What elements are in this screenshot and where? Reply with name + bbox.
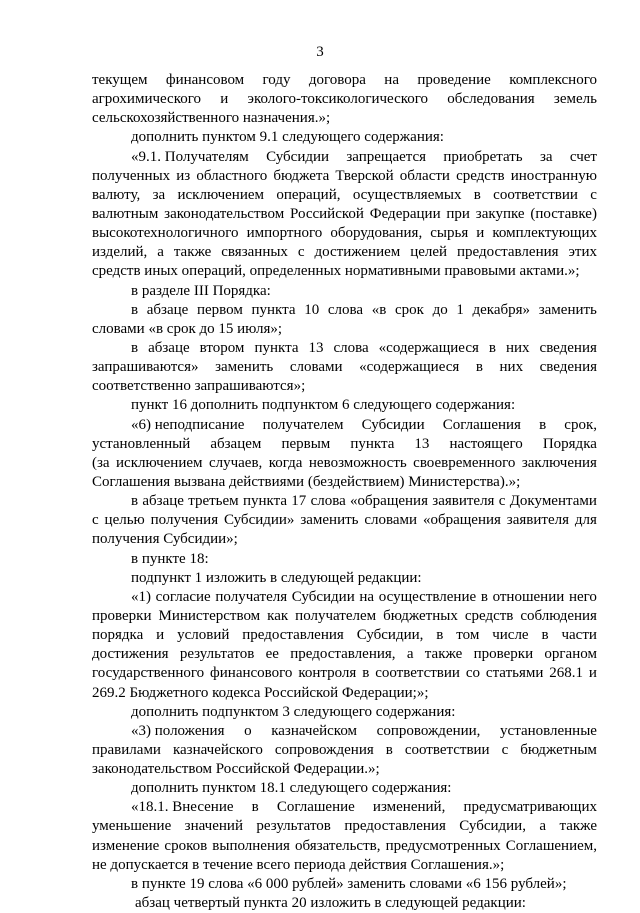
word: сопровождении,	[376, 722, 481, 739]
word: органом	[544, 646, 597, 663]
word: слова	[310, 493, 346, 510]
word: соответствии	[404, 741, 490, 758]
word: в пункте 18:	[131, 550, 209, 567]
word: словами	[289, 359, 343, 376]
word: словами	[364, 512, 418, 529]
text-line	[92, 435, 597, 454]
word: соответствии	[375, 665, 460, 682]
word: них	[499, 359, 524, 376]
word: получения Субсидии»;	[92, 531, 238, 548]
word: как	[267, 607, 289, 624]
word: в	[251, 799, 259, 816]
text-line	[92, 416, 597, 435]
paragraph	[92, 703, 597, 722]
word: получения	[150, 512, 219, 529]
word: 269.2 Бюджетного кодекса Российской Федерации;»;	[92, 684, 429, 701]
word: для	[574, 512, 597, 529]
word: абзацем	[210, 435, 262, 452]
word: Документами	[509, 493, 597, 510]
word: них	[505, 339, 530, 356]
word: в	[488, 339, 496, 356]
word: части	[561, 627, 597, 644]
word: закупке	[475, 205, 525, 222]
word: со	[465, 665, 481, 682]
text-line	[92, 339, 597, 358]
paragraph	[92, 396, 597, 415]
word: настоящего	[449, 435, 523, 452]
text-line	[92, 645, 597, 664]
paragraph	[92, 339, 597, 396]
text-line	[92, 684, 597, 703]
word: результатов	[256, 818, 331, 835]
word: первым	[281, 435, 331, 452]
word: случаев,	[208, 454, 263, 471]
text-line	[92, 626, 597, 645]
text-line	[92, 894, 597, 913]
word: получателя	[215, 588, 288, 605]
word: значений	[184, 818, 243, 835]
word: пункт 16 дополнить подпунктом 6 следующего содержания:	[131, 397, 516, 414]
word: (поставке)	[530, 205, 597, 222]
word: полученных	[92, 167, 171, 184]
paragraph	[92, 569, 597, 588]
word: оборудования,	[330, 225, 423, 242]
word: «3) положения	[131, 722, 225, 739]
word: финансовом	[165, 72, 245, 88]
text-line	[92, 396, 597, 415]
text-line	[92, 779, 597, 798]
text-line	[92, 167, 597, 186]
word: первом	[196, 301, 243, 318]
word: сведения	[539, 339, 597, 356]
word: срок,	[564, 416, 597, 433]
word: соответствии	[493, 186, 578, 203]
word: целью	[104, 512, 145, 529]
text-line	[92, 569, 597, 588]
word: выполнения	[212, 837, 290, 854]
word: контроля	[298, 665, 357, 682]
word: законодательством	[164, 205, 285, 222]
text-line	[92, 607, 597, 626]
word: также	[173, 244, 212, 261]
word: согласие	[155, 588, 211, 605]
word: валюту,	[92, 186, 141, 203]
word: Порядка	[542, 435, 597, 452]
word: получателем	[262, 416, 344, 433]
word: абзаце	[148, 339, 190, 356]
word: области	[399, 167, 450, 184]
word: Соглашения вызвана действиями (бездействием) Министерства).»;	[92, 473, 521, 490]
word: предоставления	[242, 627, 344, 644]
text-line	[92, 377, 597, 396]
word: казначейского	[172, 741, 263, 758]
word: бюджетным	[520, 741, 597, 758]
paragraph	[92, 894, 597, 913]
word: заменить	[538, 301, 597, 318]
word: Соглашение	[276, 799, 355, 816]
word: с	[501, 741, 509, 758]
text-line	[92, 511, 597, 530]
word: Министерством	[158, 607, 261, 624]
word: в	[541, 627, 549, 644]
word: предоставления,	[290, 646, 396, 663]
paragraph	[92, 550, 597, 569]
word: Федерации	[369, 205, 441, 222]
word: дополнить пунктом 9.1 следующего содержания:	[131, 129, 444, 146]
text-line	[92, 588, 597, 607]
word: высокотехнологичного	[92, 225, 239, 242]
word: году	[262, 72, 291, 88]
word: «9.1. Получателям	[131, 148, 249, 165]
word: дополнить пунктом 18.1 следующего содержания:	[131, 780, 452, 797]
word: также	[424, 646, 463, 663]
word: связанных	[221, 244, 288, 261]
word: а	[406, 646, 414, 663]
word: обязательств,	[295, 837, 381, 854]
word: порядка	[92, 627, 144, 644]
word: статьями	[485, 665, 544, 682]
word: иностранную	[510, 167, 597, 184]
word: средств	[464, 607, 514, 624]
text-line	[92, 109, 597, 128]
paragraph	[92, 875, 597, 894]
word: в	[385, 741, 393, 758]
paragraph	[92, 301, 597, 339]
text-line	[92, 71, 597, 90]
word: словами «в срок до 15 июля»;	[92, 320, 283, 337]
word: договора	[308, 72, 366, 88]
text-line	[92, 856, 597, 875]
word: подпункт 1 изложить в следующей редакции:	[131, 569, 422, 586]
word: невозможность	[308, 454, 407, 471]
word: с	[297, 244, 305, 261]
word: том	[456, 627, 480, 644]
text-line	[92, 703, 597, 722]
word: земель	[553, 91, 597, 108]
word: с	[590, 186, 597, 203]
word: казначейском	[271, 722, 358, 739]
word: изделий,	[92, 244, 148, 261]
word: предоставления	[457, 244, 559, 261]
word: числе	[492, 627, 529, 644]
word: осуществление	[378, 588, 477, 605]
word: запрещается	[346, 148, 427, 165]
word: срок	[394, 301, 424, 318]
word: соблюдения	[520, 607, 597, 624]
paragraph	[92, 779, 597, 798]
word: 13	[414, 435, 430, 452]
word: о	[244, 722, 252, 739]
word: областного	[196, 167, 268, 184]
word: на	[384, 72, 399, 88]
text-line	[92, 320, 597, 339]
word: пункта	[254, 339, 299, 356]
word: заявителя	[432, 493, 495, 510]
word: осуществляемых	[352, 186, 462, 203]
text-line	[92, 282, 597, 301]
word: исключением	[116, 454, 203, 471]
paragraph	[92, 722, 597, 779]
text-line	[92, 454, 597, 473]
text-line	[92, 741, 597, 760]
word: в	[362, 665, 370, 682]
word: соответственно запрашиваются»;	[92, 378, 306, 395]
text-line	[92, 358, 597, 377]
word: в пункте 19 слова «6 000 рублей» заменить словами «6 156 рублей»;	[131, 875, 567, 892]
word: проверки	[92, 607, 152, 624]
text-line	[92, 473, 597, 492]
word: 10	[304, 301, 320, 318]
word: дополнить подпунктом 3 следующего содержания:	[131, 703, 456, 720]
word: абзац четвертый пункта 20 изложить в следующей редакции:	[135, 895, 526, 912]
word: изменение	[92, 837, 160, 854]
word: средств иных операций, определенных нормативными правовыми актами.»;	[92, 263, 580, 280]
word: валютным	[92, 205, 159, 222]
word: ее	[265, 646, 279, 663]
paragraph	[92, 798, 597, 875]
word: (за	[92, 454, 110, 471]
word: за	[539, 148, 553, 165]
paragraph	[92, 128, 597, 147]
word: бюджетных	[383, 607, 458, 624]
word: отношении	[492, 588, 565, 605]
word: обследования	[447, 91, 535, 108]
word: сельскохозяйственного назначения.»;	[92, 110, 331, 127]
word: изменений,	[372, 799, 446, 816]
word: государственного	[92, 665, 205, 682]
word: абзаце	[146, 301, 189, 318]
word: а	[157, 244, 164, 261]
text-line	[92, 837, 597, 856]
word: текущем	[92, 72, 148, 88]
word: Соглашением,	[505, 837, 597, 854]
paragraph	[92, 416, 597, 493]
word: в	[436, 627, 444, 644]
text-line	[92, 186, 597, 205]
text-line	[92, 492, 597, 511]
word: а	[539, 818, 547, 835]
text-line	[92, 262, 597, 281]
word: в	[473, 186, 481, 203]
word: своевременного	[413, 454, 516, 471]
word: предусмотренных	[385, 837, 501, 854]
word: целей	[410, 244, 448, 261]
word: исключением	[177, 186, 264, 203]
word: и	[220, 91, 229, 108]
paragraph	[92, 282, 597, 301]
word: него	[568, 588, 597, 605]
word: Субсидии	[266, 148, 330, 165]
word: при	[446, 205, 470, 222]
word: Субсидии	[361, 416, 425, 433]
word: достижением	[314, 244, 401, 261]
word: «18.1. Внесение	[131, 799, 234, 816]
word: Соглашения	[442, 416, 521, 433]
word: абзаце	[142, 493, 184, 510]
word: когда	[268, 454, 303, 471]
word: до	[432, 301, 448, 318]
paragraph	[92, 492, 597, 549]
word: этих	[568, 244, 597, 261]
word: счет	[569, 148, 597, 165]
document-body	[92, 71, 597, 913]
word: финансового	[210, 665, 293, 682]
word: из	[176, 167, 191, 184]
word: установленные	[500, 722, 597, 739]
word: пункта	[242, 493, 287, 510]
word: Субсидии,	[356, 627, 424, 644]
word: проверки	[473, 646, 534, 663]
word: в	[475, 359, 483, 376]
word: «содержащиеся	[378, 339, 479, 356]
word: не допускается в течение всего периода действия Соглашения.»;	[92, 856, 505, 873]
word: на	[359, 588, 375, 605]
word: слова	[327, 301, 364, 318]
word: в	[480, 588, 488, 605]
word: и	[588, 665, 597, 682]
word: в	[131, 493, 139, 510]
word: пункта	[251, 301, 296, 318]
word: за	[152, 186, 166, 203]
word: бюджета	[273, 167, 330, 184]
word: 268.1	[549, 665, 584, 682]
word: предоставления	[344, 818, 446, 835]
word: 17	[291, 493, 307, 510]
word: сопровождения	[274, 741, 374, 758]
word: в	[539, 416, 547, 433]
word: правилами	[92, 741, 161, 758]
word: приобретать	[443, 148, 523, 165]
word: получателем	[295, 607, 377, 624]
text-line	[92, 760, 597, 779]
page-number: 3	[316, 44, 324, 60]
word: Субсидии»	[224, 512, 295, 529]
word: в	[131, 339, 139, 356]
text-line	[92, 301, 597, 320]
text-line	[92, 817, 597, 836]
text-line	[92, 664, 597, 683]
word: установленный	[92, 435, 191, 452]
word: декабря»	[472, 301, 531, 318]
word: пункта	[350, 435, 395, 452]
word: заменить	[300, 512, 359, 529]
word: «1)	[131, 588, 151, 605]
word: Субсидии	[291, 588, 355, 605]
word: заявителя	[506, 512, 569, 529]
word: агрохимического	[92, 91, 202, 108]
word: «обращения	[350, 493, 428, 510]
word: «в	[371, 301, 387, 318]
word: уменьшение	[92, 818, 172, 835]
word: достижения	[92, 646, 169, 663]
word: с	[498, 493, 506, 510]
word: законодательством Российской Федерации.»;	[92, 761, 380, 778]
paragraph	[92, 148, 597, 282]
word: Тверской	[335, 167, 394, 184]
word: в разделе III Порядка:	[131, 282, 271, 299]
word: сведения	[539, 359, 597, 376]
text-line	[92, 148, 597, 167]
word: втором	[199, 339, 245, 356]
paragraph	[92, 71, 597, 128]
word: средств	[456, 167, 505, 184]
word: 1	[456, 301, 464, 318]
word: комплектующих	[492, 225, 597, 242]
word: слова	[333, 339, 369, 356]
word: комплексного	[509, 72, 597, 88]
text-line	[92, 875, 597, 894]
text-line	[92, 224, 597, 243]
text-line	[92, 128, 597, 147]
word: импортного	[246, 225, 323, 242]
text-line	[92, 205, 597, 224]
word: эколого-токсикологического	[247, 91, 429, 108]
word: проведение	[417, 72, 491, 88]
text-line	[92, 798, 597, 817]
word: запрашиваются»	[92, 359, 199, 376]
word: условий	[177, 627, 230, 644]
word: также	[559, 818, 597, 835]
text-line	[92, 243, 597, 262]
word: результатов	[179, 646, 255, 663]
text-line	[92, 722, 597, 741]
text-line	[92, 550, 597, 569]
word: Российской	[290, 205, 364, 222]
word: третьем	[188, 493, 239, 510]
word: «обращения	[422, 512, 501, 529]
word: «содержащиеся	[359, 359, 460, 376]
word: и	[476, 225, 485, 242]
word: 13	[308, 339, 324, 356]
word: операций,	[276, 186, 341, 203]
text-line	[92, 530, 597, 549]
word: в	[131, 301, 139, 318]
text-line	[92, 90, 597, 109]
paragraph	[92, 588, 597, 703]
word: сроков	[164, 837, 208, 854]
word: и	[156, 627, 165, 644]
word: заключения	[521, 454, 597, 471]
word: заменить	[215, 359, 274, 376]
word: сырья	[430, 225, 469, 242]
word: «6) неподписание	[131, 416, 245, 433]
word: Субсидии,	[459, 818, 526, 835]
word: с	[92, 512, 99, 529]
word: предусматривающих	[463, 799, 597, 816]
